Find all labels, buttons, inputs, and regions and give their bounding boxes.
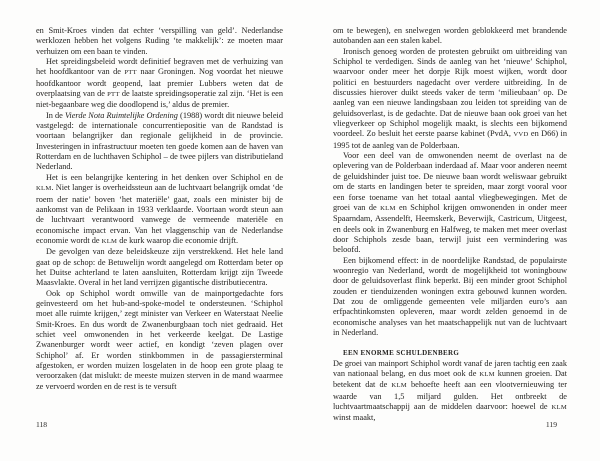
smallcaps-text: KLM — [479, 371, 495, 378]
body-paragraph — [36, 111, 283, 173]
section-heading — [333, 348, 567, 358]
text-run: Het spreidingsbeleid wordt definitief begraven met de verhuizing van het hoofdkantoor van de — [36, 57, 283, 77]
smallcaps-text: KLM — [551, 404, 567, 412]
body-paragraph — [333, 359, 567, 424]
body-paragraph — [36, 173, 283, 247]
smallcaps-text: KLM — [101, 237, 118, 245]
text-run: (1988) wordt dit nieuwe beleid vastgelegd: de internationale concurrentiepositie van de Randstad is voortaan belangrijker dan regionale gelijkheid in de provincie. Investeringen in infrastructuur moeten ten goede komen aan de haven van Rotterdam en de luchthaven Schiphol – de twee pijlers van distributieland Nederland. — [36, 110, 283, 172]
text-run: EEN ENORME SCHULDENBERG — [343, 349, 460, 358]
text-run: de laatste spreidingsoperatie zal zijn. ‘Het is een niet-begaanbare weg die doodlopend is,’ aldus de premier. — [36, 89, 283, 110]
text-run: behoefte heeft aan een vlootvernieuwing ter waarde van 1,5 miljard gulden. Het ontbreekt de luchtvaartmaatschappij aan de middelen daarvoor: hoewel de — [333, 380, 567, 412]
smallcaps-text: VVD — [513, 131, 529, 139]
text-run: Ironisch genoeg worden de protesten gebruikt om uitbreiding van Schiphol te verdedigen. Sinds de aanleg van het ‘nieuwe’ Schiphol, waarvoor onder meer het dorpje Rijk moest wijken, wordt door politici en bestuurders nagedacht over verdere uitbreiding. In de discussies hierover duikt steeds vaker de term ‘milieubaan’ op. De aanleg van een nieuwe landingsbaan zou leiden tot spreiding van de geluidsoverlast, is de gedachte. Dat de nieuwe baan ook groei van het vliegverkeer op Schiphol mogelijk maakt, is slechts een bijkomend voordeel. Zo besluit het eerste paarse kabinet (PvdA, — [333, 46, 567, 139]
body-paragraph — [333, 151, 567, 255]
body-paragraph — [36, 26, 283, 57]
text-run: Ook op Schiphol wordt omwille van de mainportgedachte fors geïnvesteerd om het hub-and-spoke-model te ondersteunen. ‘Schiphol moet alle ruimte krijgen,’ zegt minister van Verkeer en Waterstaat Neelie Smit-Kroes. En dus wordt de Zwanenburgbaan toch niet gedraaid. Het schiet veel omwonenden in het verkeerde keelgat. De Lastige Zwanenburger wordt weer actief, en kondigt ‘zeven plagen over Schiphol’ af. Er worden stinkbommen in de passagiersterminal afgestoken, er worden muizen losgelaten in de hoop een grote plaag te veroorzaken (dat mislukt: de meeste muizen sterven in de mand waarmee ze vervoerd worden en de rest is te versuft — [36, 288, 283, 391]
body-paragraph — [333, 26, 567, 47]
right-page-text — [333, 26, 567, 424]
text-run: . Niet langer is overheidssteun aan de luchtvaart belangrijk omdat ‘de roem der natie’ boven ‘het materiële’ gaat, zoals een minister bij de aankomst van de Pelikaan in 1933 verklaarde. Voortaan wordt steun aan de luchtvaart verantwoord vanwege de vermeende materiële en economische impact ervan. Van het vlaggenschip van de Nederlandse economie wordt de — [36, 183, 283, 245]
text-run: naar Groningen. Nog voordat het nieuwe hoofdkantoor wordt geopend, laat premier Lubbers weten dat de overplaatsing van de — [36, 67, 283, 99]
text-run: De gevolgen van deze beleidskeuze zijn verstrekkend. Het hele land gaat op de schop: de Betuwelijn wordt aangelegd om Rotterdam beter op het Duitse achterland te laten aansluiten, Rotterdam krijgt zijn Tweede Maasvlakte. Overal in het land verrijzen gigantische distributiecentra. — [36, 247, 283, 288]
body-paragraph — [36, 247, 283, 288]
text-run: en D66) in 1995 tot de aanleg van de Polderbaan. — [333, 129, 568, 150]
smallcaps-text: KLM — [391, 382, 407, 390]
body-paragraph — [333, 256, 567, 339]
text-run: De groei van mainport Schiphol wordt vanaf de jaren tachtig een zaak van nationaal belang, en dus moet ook de — [333, 358, 567, 378]
body-paragraph — [36, 289, 283, 392]
body-paragraph — [36, 57, 283, 111]
text-run: en Schiphol krijgen omwonenden in onder meer Spaarndam, Assendelft, Heemskerk, Beverwijk, Castricum, Uitgeest, en deels ook in Zwanenburg en Halfweg, te maken met meer overlast door Schiphols zesde baan, terwijl juist een vermindering was beloofd. — [333, 202, 567, 255]
page-number-left: 118 — [36, 420, 48, 429]
italic-text: Vierde Nota Ruimtelijke Ordening — [64, 110, 178, 120]
smallcaps-text: PTT — [124, 69, 137, 77]
text-run: Het is een belangrijke kentering in het denken over Schiphol en de — [46, 172, 283, 182]
text-run: om te bewegen), en snelwegen worden geblokkeerd met brandende autobanden aan een stalen kabel. — [333, 26, 567, 46]
text-run: de kurk waarop die economie drijft. — [117, 235, 239, 245]
text-run: winst maakt, — [333, 413, 376, 423]
smallcaps-text: KLM — [36, 185, 52, 193]
text-run: Voor een deel van de omwonenden neemt de overlast na de oplevering van de Polderbaan inderdaad af. Maar voor anderen neemt de geluidshinder juist toe. De nieuwe baan wordt weliswaar gebruikt om de starts en landingen beter te spreiden, maar zorgt vooral voor een forse toename van het totaal aantal vliegbewegingen. Met de groei van de — [333, 151, 567, 212]
body-paragraph — [333, 47, 567, 151]
smallcaps-text: KLM — [380, 204, 396, 212]
smallcaps-text: PTT — [107, 91, 120, 99]
text-run: In de — [46, 110, 65, 120]
page-number-right: 119 — [545, 420, 557, 429]
text-run: kunnen groeien. Dat betekent dat de — [333, 369, 567, 390]
left-page-text — [36, 26, 283, 392]
text-run: en Smit-Kroes vinden dat echter ‘verspilling van geld’. Nederlandse werklozen hebben het volgens Ruding ‘te makkelijk’: ze moeten maar verhuizen om een baan te vinden. — [36, 26, 283, 56]
text-run: Een bijkomend effect: in de noordelijke Randstad, de populairste woonregio van Nederland, wordt de mogelijkheid tot woningbouw door de geluidsoverlast flink beperkt. Bij een minder groot Schiphol zouden er tienduizenden woningen extra gebouwd kunnen worden. Dat zou de omliggende gemeenten vele miljarden euro’s aan erfpachtinkomsten opleveren, maar wordt zelden genoemd in de economische analyses van het maatschappelijk nut van de luchtvaart in Nederland. — [333, 255, 567, 337]
